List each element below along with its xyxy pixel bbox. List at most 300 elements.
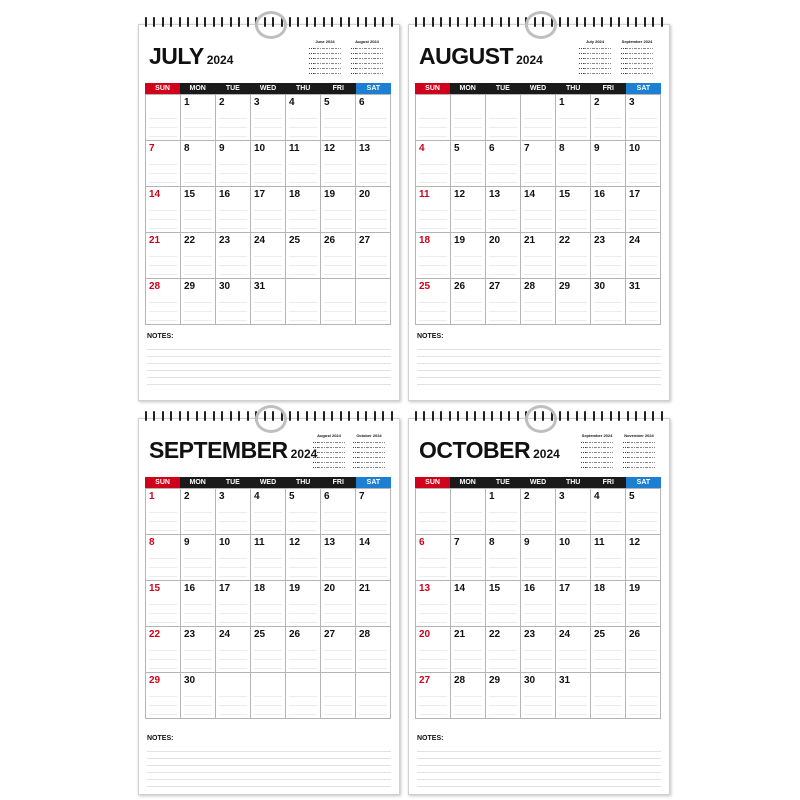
notes-line xyxy=(417,773,661,780)
writing-line xyxy=(254,173,282,174)
day-cell[interactable] xyxy=(181,95,216,141)
day-cell[interactable] xyxy=(416,535,451,581)
day-cell[interactable] xyxy=(486,489,521,535)
day-cell[interactable] xyxy=(626,279,661,325)
spiral-loop xyxy=(491,411,493,421)
day-cell[interactable] xyxy=(451,489,486,535)
writing-line xyxy=(289,613,317,614)
day-number: 4 xyxy=(254,491,260,502)
day-cell[interactable] xyxy=(556,141,591,187)
writing-line xyxy=(289,118,317,119)
day-cell[interactable] xyxy=(521,187,556,233)
writing-line xyxy=(559,613,587,614)
writing-line xyxy=(629,127,657,128)
day-cell[interactable] xyxy=(556,233,591,279)
notes-line xyxy=(147,343,391,350)
day-cell[interactable] xyxy=(216,489,251,535)
writing-line xyxy=(419,604,447,605)
writing-line xyxy=(489,265,517,266)
day-cell[interactable] xyxy=(416,187,451,233)
day-cell[interactable] xyxy=(451,141,486,187)
day-cell[interactable] xyxy=(286,141,321,187)
notes-line xyxy=(147,371,391,378)
writing-line xyxy=(454,613,482,614)
writing-line xyxy=(629,530,657,531)
spiral-loop xyxy=(365,17,367,27)
spiral-loop xyxy=(153,411,155,421)
day-cell[interactable] xyxy=(251,535,286,581)
writing-line xyxy=(219,512,247,513)
day-cell[interactable] xyxy=(416,627,451,673)
day-cell[interactable] xyxy=(451,581,486,627)
writing-line xyxy=(524,521,552,522)
day-cell[interactable] xyxy=(321,95,356,141)
day-cell[interactable] xyxy=(626,95,661,141)
day-cell[interactable] xyxy=(451,95,486,141)
writing-line xyxy=(489,613,517,614)
day-cell[interactable] xyxy=(216,581,251,627)
day-cell[interactable] xyxy=(416,95,451,141)
day-cell[interactable] xyxy=(521,581,556,627)
day-cell[interactable] xyxy=(251,279,286,325)
spiral-loop xyxy=(340,17,342,27)
day-cell[interactable] xyxy=(181,627,216,673)
day-cell[interactable] xyxy=(321,535,356,581)
day-cell[interactable] xyxy=(321,673,356,719)
weekday-fri: FRI xyxy=(321,477,356,488)
weekday-header xyxy=(145,477,391,488)
writing-line xyxy=(594,118,622,119)
day-cell[interactable] xyxy=(181,279,216,325)
day-cell[interactable] xyxy=(591,627,626,673)
day-number: 26 xyxy=(289,629,301,640)
writing-line xyxy=(454,558,482,559)
writing-line xyxy=(419,613,447,614)
day-cell[interactable] xyxy=(146,673,181,719)
writing-line xyxy=(629,219,657,220)
day-cell[interactable] xyxy=(591,279,626,325)
day-cell[interactable] xyxy=(181,187,216,233)
day-cell[interactable] xyxy=(181,489,216,535)
day-cell[interactable] xyxy=(521,233,556,279)
day-cell[interactable] xyxy=(286,279,321,325)
day-cell[interactable] xyxy=(356,627,391,673)
day-number: 2 xyxy=(184,491,190,502)
day-cell[interactable] xyxy=(251,489,286,535)
day-number: 20 xyxy=(324,583,336,594)
writing-line xyxy=(419,118,447,119)
mini-calendar-day xyxy=(606,60,611,64)
writing-line xyxy=(219,256,247,257)
day-cell[interactable] xyxy=(486,95,521,141)
day-cell[interactable] xyxy=(486,233,521,279)
writing-line xyxy=(324,567,352,568)
day-cell[interactable] xyxy=(591,233,626,279)
day-cell[interactable] xyxy=(591,535,626,581)
spiral-loop xyxy=(610,17,612,27)
notes-lines xyxy=(147,343,391,385)
day-cell[interactable] xyxy=(286,581,321,627)
writing-line xyxy=(149,173,177,174)
writing-line xyxy=(219,705,247,706)
writing-line xyxy=(454,228,482,229)
writing-line xyxy=(594,136,622,137)
day-number: 22 xyxy=(149,629,161,640)
day-cell[interactable] xyxy=(556,489,591,535)
day-cell[interactable] xyxy=(416,279,451,325)
mini-calendar-day xyxy=(650,444,655,448)
spiral-loop xyxy=(382,411,384,421)
day-cell[interactable] xyxy=(521,489,556,535)
writing-line xyxy=(419,705,447,706)
day-cell[interactable] xyxy=(626,489,661,535)
day-cell[interactable] xyxy=(626,187,661,233)
day-cell[interactable] xyxy=(626,233,661,279)
writing-line xyxy=(149,705,177,706)
day-cell[interactable] xyxy=(521,673,556,719)
writing-line xyxy=(594,558,622,559)
writing-line xyxy=(324,558,352,559)
weekday-mon: MON xyxy=(450,477,485,488)
day-cell[interactable] xyxy=(591,673,626,719)
writing-line xyxy=(184,650,212,651)
day-cell[interactable] xyxy=(556,535,591,581)
day-cell[interactable] xyxy=(286,673,321,719)
day-number: 30 xyxy=(219,281,231,292)
day-number: 4 xyxy=(419,143,425,154)
writing-line xyxy=(359,173,387,174)
writing-line xyxy=(559,668,587,669)
day-cell[interactable] xyxy=(286,627,321,673)
writing-line xyxy=(149,311,177,312)
notes-lines xyxy=(417,343,661,385)
day-cell[interactable] xyxy=(251,141,286,187)
day-cell[interactable] xyxy=(416,673,451,719)
day-cell[interactable] xyxy=(521,95,556,141)
weekday-sat: SAT xyxy=(356,477,391,488)
notes-line xyxy=(147,364,391,371)
day-cell[interactable] xyxy=(416,141,451,187)
writing-line xyxy=(184,256,212,257)
day-number: 27 xyxy=(489,281,501,292)
day-cell[interactable] xyxy=(251,95,286,141)
day-cell[interactable] xyxy=(146,489,181,535)
writing-line xyxy=(359,182,387,183)
writing-line xyxy=(524,274,552,275)
day-cell[interactable] xyxy=(556,627,591,673)
writing-line xyxy=(629,320,657,321)
writing-line xyxy=(149,127,177,128)
day-cell[interactable] xyxy=(216,279,251,325)
day-cell[interactable] xyxy=(556,581,591,627)
day-cell[interactable] xyxy=(356,141,391,187)
mini-calendar-next xyxy=(353,433,385,477)
day-cell[interactable] xyxy=(626,627,661,673)
day-cell[interactable] xyxy=(591,141,626,187)
day-cell[interactable] xyxy=(591,581,626,627)
day-cell[interactable] xyxy=(216,627,251,673)
day-number: 13 xyxy=(359,143,371,154)
spiral-loop xyxy=(247,411,249,421)
writing-line xyxy=(359,558,387,559)
writing-line xyxy=(629,576,657,577)
day-cell[interactable] xyxy=(181,233,216,279)
day-cell[interactable] xyxy=(321,581,356,627)
spiral-loop xyxy=(340,411,342,421)
writing-line xyxy=(489,210,517,211)
writing-line xyxy=(254,219,282,220)
writing-line xyxy=(324,650,352,651)
day-cell[interactable] xyxy=(146,95,181,141)
spiral-loop xyxy=(238,17,240,27)
day-cell[interactable] xyxy=(251,673,286,719)
spiral-loop xyxy=(644,17,646,27)
day-cell[interactable] xyxy=(626,141,661,187)
writing-line xyxy=(289,512,317,513)
mini-calendar-next xyxy=(351,39,383,83)
day-cell[interactable] xyxy=(626,581,661,627)
mini-calendar-next xyxy=(621,39,653,83)
writing-line xyxy=(184,705,212,706)
day-cell[interactable] xyxy=(591,95,626,141)
day-cell[interactable] xyxy=(626,673,661,719)
day-cell[interactable] xyxy=(521,279,556,325)
day-cell[interactable] xyxy=(521,627,556,673)
spiral-loop xyxy=(449,17,451,27)
writing-line xyxy=(594,311,622,312)
writing-line xyxy=(324,622,352,623)
day-number: 8 xyxy=(559,143,565,154)
day-cell[interactable] xyxy=(146,627,181,673)
mini-calendar-day xyxy=(380,464,385,468)
day-cell[interactable] xyxy=(321,489,356,535)
day-number: 11 xyxy=(594,537,605,548)
day-cell[interactable] xyxy=(356,95,391,141)
writing-line xyxy=(594,182,622,183)
writing-line xyxy=(359,302,387,303)
day-cell[interactable] xyxy=(146,233,181,279)
writing-line xyxy=(149,604,177,605)
day-cell[interactable] xyxy=(451,535,486,581)
calendar-page-august xyxy=(408,24,670,401)
day-number: 14 xyxy=(454,583,466,594)
day-cell[interactable] xyxy=(521,535,556,581)
day-cell[interactable] xyxy=(216,673,251,719)
writing-line xyxy=(489,530,517,531)
day-cell[interactable] xyxy=(356,535,391,581)
day-cell[interactable] xyxy=(486,279,521,325)
day-cell[interactable] xyxy=(181,141,216,187)
day-cell[interactable] xyxy=(286,233,321,279)
writing-line xyxy=(524,136,552,137)
day-cell[interactable] xyxy=(216,187,251,233)
writing-line xyxy=(454,512,482,513)
day-number: 15 xyxy=(184,189,196,200)
day-cell[interactable] xyxy=(626,535,661,581)
day-cell[interactable] xyxy=(286,489,321,535)
day-cell[interactable] xyxy=(416,233,451,279)
writing-line xyxy=(254,714,282,715)
day-number: 1 xyxy=(489,491,495,502)
notes-line xyxy=(147,357,391,364)
writing-line xyxy=(489,576,517,577)
mini-calendar-day xyxy=(378,70,383,74)
writing-line xyxy=(149,576,177,577)
day-cell[interactable] xyxy=(486,187,521,233)
weekday-thu: THU xyxy=(286,83,321,94)
day-number: 18 xyxy=(419,235,431,246)
day-cell[interactable] xyxy=(321,141,356,187)
spiral-loop xyxy=(179,411,181,421)
day-cell[interactable] xyxy=(356,233,391,279)
spiral-loop xyxy=(323,17,325,27)
writing-line xyxy=(629,136,657,137)
day-number: 19 xyxy=(629,583,641,594)
writing-line xyxy=(184,274,212,275)
day-cell[interactable] xyxy=(321,187,356,233)
writing-line xyxy=(324,219,352,220)
day-cell[interactable] xyxy=(521,141,556,187)
writing-line xyxy=(254,182,282,183)
weekday-tue: TUE xyxy=(485,83,520,94)
day-cell[interactable] xyxy=(251,187,286,233)
writing-line xyxy=(289,219,317,220)
day-cell[interactable] xyxy=(286,187,321,233)
writing-line xyxy=(324,210,352,211)
day-cell[interactable] xyxy=(321,279,356,325)
writing-line xyxy=(419,265,447,266)
day-cell[interactable] xyxy=(451,187,486,233)
day-cell[interactable] xyxy=(356,187,391,233)
day-cell[interactable] xyxy=(556,279,591,325)
writing-line xyxy=(594,219,622,220)
day-cell[interactable] xyxy=(251,627,286,673)
day-cell[interactable] xyxy=(556,187,591,233)
writing-line xyxy=(419,668,447,669)
day-cell[interactable] xyxy=(251,233,286,279)
writing-line xyxy=(524,659,552,660)
writing-line xyxy=(254,256,282,257)
day-cell[interactable] xyxy=(451,673,486,719)
writing-line xyxy=(289,127,317,128)
writing-line xyxy=(219,228,247,229)
writing-line xyxy=(489,512,517,513)
day-cell[interactable] xyxy=(416,489,451,535)
day-cell[interactable] xyxy=(146,535,181,581)
writing-line xyxy=(324,274,352,275)
day-cell[interactable] xyxy=(216,233,251,279)
day-cell[interactable] xyxy=(181,673,216,719)
day-number: 26 xyxy=(454,281,466,292)
spiral-loop xyxy=(196,411,198,421)
day-cell[interactable] xyxy=(451,279,486,325)
day-cell[interactable] xyxy=(216,95,251,141)
day-cell[interactable] xyxy=(146,187,181,233)
day-number: 6 xyxy=(489,143,495,154)
writing-line xyxy=(629,228,657,229)
weekday-fri: FRI xyxy=(321,83,356,94)
day-cell[interactable] xyxy=(356,279,391,325)
day-cell[interactable] xyxy=(416,581,451,627)
writing-line xyxy=(559,530,587,531)
mini-calendar-day xyxy=(336,60,341,64)
day-cell[interactable] xyxy=(181,581,216,627)
month-grid xyxy=(145,477,391,719)
day-number: 9 xyxy=(524,537,530,548)
day-cell[interactable] xyxy=(591,489,626,535)
day-cell[interactable] xyxy=(321,627,356,673)
spiral-loop xyxy=(179,17,181,27)
day-number: 16 xyxy=(594,189,606,200)
day-cell[interactable] xyxy=(146,279,181,325)
day-cell[interactable] xyxy=(591,187,626,233)
day-cell[interactable] xyxy=(286,535,321,581)
day-cell[interactable] xyxy=(216,141,251,187)
writing-line xyxy=(594,613,622,614)
day-number: 24 xyxy=(254,235,266,246)
day-cell[interactable] xyxy=(486,581,521,627)
day-cell[interactable] xyxy=(556,673,591,719)
day-cell[interactable] xyxy=(486,673,521,719)
writing-line xyxy=(359,228,387,229)
day-number: 19 xyxy=(454,235,466,246)
day-cell[interactable] xyxy=(556,95,591,141)
writing-line xyxy=(219,530,247,531)
writing-line xyxy=(419,714,447,715)
spiral-loop xyxy=(162,17,164,27)
weekday-header xyxy=(415,477,661,488)
day-cell[interactable] xyxy=(486,535,521,581)
writing-line xyxy=(629,705,657,706)
day-cell[interactable] xyxy=(356,489,391,535)
writing-line xyxy=(149,302,177,303)
spiral-loop xyxy=(661,17,663,27)
spiral-loop xyxy=(457,411,459,421)
writing-line xyxy=(559,558,587,559)
spiral-loop xyxy=(593,411,595,421)
day-cell[interactable] xyxy=(451,233,486,279)
writing-line xyxy=(489,668,517,669)
spiral-loop xyxy=(314,17,316,27)
day-cell[interactable] xyxy=(146,141,181,187)
writing-line xyxy=(219,613,247,614)
writing-line xyxy=(629,210,657,211)
writing-line xyxy=(324,714,352,715)
day-cell[interactable] xyxy=(286,95,321,141)
day-cell[interactable] xyxy=(356,673,391,719)
spiral-loop xyxy=(348,17,350,27)
day-cell[interactable] xyxy=(216,535,251,581)
writing-line xyxy=(594,127,622,128)
day-cell[interactable] xyxy=(356,581,391,627)
day-cell[interactable] xyxy=(321,233,356,279)
writing-line xyxy=(594,256,622,257)
day-cell[interactable] xyxy=(146,581,181,627)
writing-line xyxy=(524,320,552,321)
day-number: 17 xyxy=(559,583,571,594)
writing-line xyxy=(489,659,517,660)
writing-line xyxy=(419,136,447,137)
writing-line xyxy=(324,521,352,522)
writing-line xyxy=(419,173,447,174)
day-cell[interactable] xyxy=(251,581,286,627)
day-number: 6 xyxy=(419,537,425,548)
day-cell[interactable] xyxy=(181,535,216,581)
day-cell[interactable] xyxy=(486,141,521,187)
day-number: 13 xyxy=(489,189,501,200)
day-cell[interactable] xyxy=(451,627,486,673)
day-cell[interactable] xyxy=(486,627,521,673)
